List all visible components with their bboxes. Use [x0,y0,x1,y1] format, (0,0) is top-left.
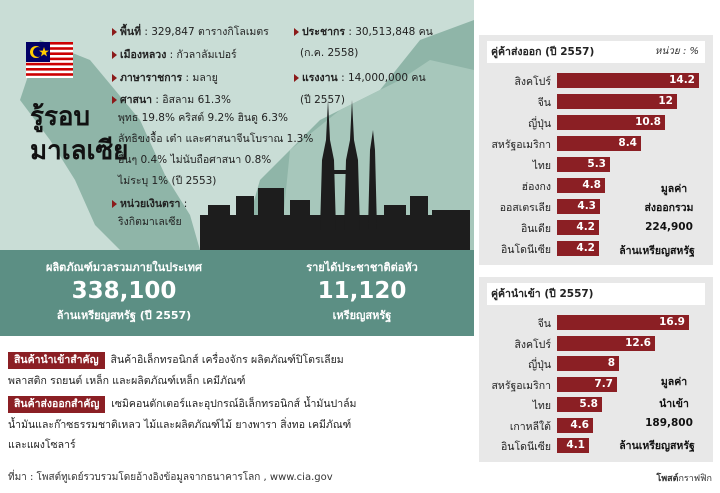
bar-category-label: อินเดีย [520,223,551,235]
bar-row [479,334,713,352]
bar [557,356,619,371]
info-population: ประชากร : 30,513,848 คน [294,24,433,41]
export-panel-header [487,41,705,63]
bar-row [479,92,713,110]
exports-main-label: สินค้าส่งออกสำคัญ [8,396,105,413]
exports-main-text1: เซมิคอนดักเตอร์และอุปกรณ์อิเล็กทรอนิกส์ น้ำมันปาล์ม [111,398,357,410]
bar-value-label: 8.4 [618,137,637,149]
bar-category-label: ญี่ปุ่น [528,118,551,130]
bar [557,199,600,214]
bar-value-label: 8 [607,357,615,369]
info-currency: หน่วยเงินตรา : [112,196,187,213]
bar [557,136,641,151]
bar-category-label: ญี่ปุ่น [528,359,551,371]
bar [557,115,665,130]
bar [557,315,689,330]
bar-row [479,354,713,372]
bar-category-label: สหรัฐอเมริกา [491,379,551,392]
export-partners-panel [479,35,713,265]
info-labor: แรงงาน : 14,000,000 คน [294,70,426,87]
bar [557,94,677,109]
bar-category-label: ไทย [532,160,551,172]
bar-value-label: 4.1 [566,439,585,451]
info-religion: ศาสนา : อิสลาม 61.3% [112,92,231,109]
gdp-value: 338,100 [71,278,177,304]
bar-value-label: 7.7 [594,377,613,390]
bar [557,157,610,172]
bullet-icon [112,74,117,82]
import-panel-header [487,283,705,305]
bar [557,241,599,256]
bar-category-label: ออสเตรเลีย [499,202,551,214]
bar-value-label: 16.9 [659,316,685,328]
info-language: ภาษาราชการ : มลายู [112,70,218,87]
bar [557,438,589,453]
bar-category-label: สหรัฐอเมริกา [491,139,551,151]
bar-value-label: 4.2 [576,242,595,254]
malaysia-flag-icon [26,42,73,78]
bar [557,178,605,193]
bar-value-label: 10.8 [635,116,661,128]
export-summary-label: มูลค่า [660,183,688,195]
graphic-credit: โพสต์กราฟฟิก [656,474,712,484]
imports-main-text1: สินค้าอิเล็กทรอนิกส์ เครื่องจักร ผลิตภัณฑ์ปิโตรเลียม [110,354,344,366]
export-summary-sub: ส่งออกรวม [644,202,694,214]
bar-value-label: 12.6 [625,336,651,349]
gdp-unit: ล้านเหรียญสหรัฐ (ปี 2557) [56,309,192,322]
bar-category-label: ฮ่องกง [521,181,551,193]
page-title-line1: รู้รอบ [30,102,91,132]
bar [557,397,602,412]
bullet-icon [112,96,117,104]
import-summary-sub: นำเข้า [659,398,689,410]
bar-row [479,313,713,331]
bar-value-label: 4.3 [577,200,596,212]
info-religion-line4: ไม่ระบุ 1% (ปี 2553) [118,175,217,187]
export-panel-title: คู่ค้าส่งออก (ปี 2557) [491,46,595,58]
bar-row [479,134,713,152]
bar-value-label: 4.8 [582,179,601,191]
imports-main-label: สินค้านำเข้าสำคัญ [8,352,105,369]
income-label: รายได้ประชาชาติต่อหัว [306,261,418,274]
bar [557,336,655,351]
imports-main-line1 [8,352,474,369]
info-religion-line3: อื่นๆ 0.4% ไม่นับถือศาสนา 0.8% [118,154,272,166]
bullet-icon [294,28,299,36]
info-capital: เมืองหลวง : กัวลาลัมเปอร์ [112,47,237,64]
income-stat [252,258,472,324]
bar-value-label: 14.2 [669,74,695,86]
info-area: พื้นที่ : 329,847 ตารางกิโลเมตร [112,24,269,41]
info-religion-line2: ลัทธิขงจื้อ เต๋า และศาสนาจีนโบราณ 1.3% [118,133,314,145]
info-labor-note: (ปี 2557) [300,94,345,106]
bar-value-label: 4.2 [576,221,595,233]
bar-value-label: 4.6 [570,418,589,431]
exports-main-line1 [8,396,474,413]
bar-category-label: จีน [537,318,551,330]
bullet-icon [112,200,117,208]
bar-category-label: เกาหลีใต้ [509,420,551,433]
info-population-note: (ก.ค. 2558) [300,47,359,59]
import-summary-unit: ล้านเหรียญสหรัฐ [619,440,695,452]
import-summary-value: 189,800 [645,417,693,429]
bar-value-label: 12 [658,95,673,107]
bar [557,73,699,88]
export-summary-value: 224,900 [645,221,693,233]
bar-category-label: อินโดนีเซีย [501,441,551,453]
bar-category-label: ไทย [532,400,551,412]
bar-category-label: สิงคโปร์ [514,76,551,88]
bullet-icon [294,74,299,82]
import-panel-title: คู่ค้านำเข้า (ปี 2557) [491,288,594,300]
gdp-stat [14,258,234,324]
source-note: ที่มา : โพสต์ทูเดย์รวบรวมโดยอ้างอิงข้อมูลจากธนาคารโลก , www.cia.gov [8,472,333,483]
exports-main-text3: และแผงโซลาร์ [8,439,76,451]
bar-category-label: อินโดนีเซีย [501,244,551,256]
bar [557,418,593,433]
bullet-icon [112,28,117,36]
export-panel-unit: หน่วย : % [654,46,699,57]
bar [557,220,599,235]
bar-value-label: 5.8 [579,398,598,410]
info-religion-line1: พุทธ 19.8% คริสต์ 9.2% ฮินดู 6.3% [118,112,288,124]
page-title-line2: มาเลเซีย [30,136,129,166]
exports-main-text2: น้ำมันและก๊าซธรรมชาติเหลว ไม้และผลิตภัณฑ์ไม้ ยางพารา สิ่งทอ เคมีภัณฑ์ [8,419,352,431]
bar-category-label: สิงคโปร์ [514,338,551,351]
bar-row [479,155,713,173]
import-summary-label: มูลค่า [660,376,688,388]
bullet-icon [112,51,117,59]
export-summary-unit: ล้านเหรียญสหรัฐ [619,245,695,257]
imports-main-text2: พลาสติก รถยนต์ เหล็ก และผลิตภัณฑ์เหล็ก เคมีภัณฑ์ [8,375,246,387]
import-partners-panel [479,277,713,462]
bar-category-label: จีน [537,97,551,109]
bar-value-label: 5.3 [587,158,606,170]
income-unit: เหรียญสหรัฐ [332,309,392,322]
bar-row [479,113,713,131]
info-currency-name: ริงกิตมาเลเซีย [118,216,182,228]
bar [557,377,617,392]
bar-row [479,71,713,89]
income-value: 11,120 [317,278,407,304]
gdp-label: ผลิตภัณฑ์มวลรวมภายในประเทศ [46,261,202,274]
